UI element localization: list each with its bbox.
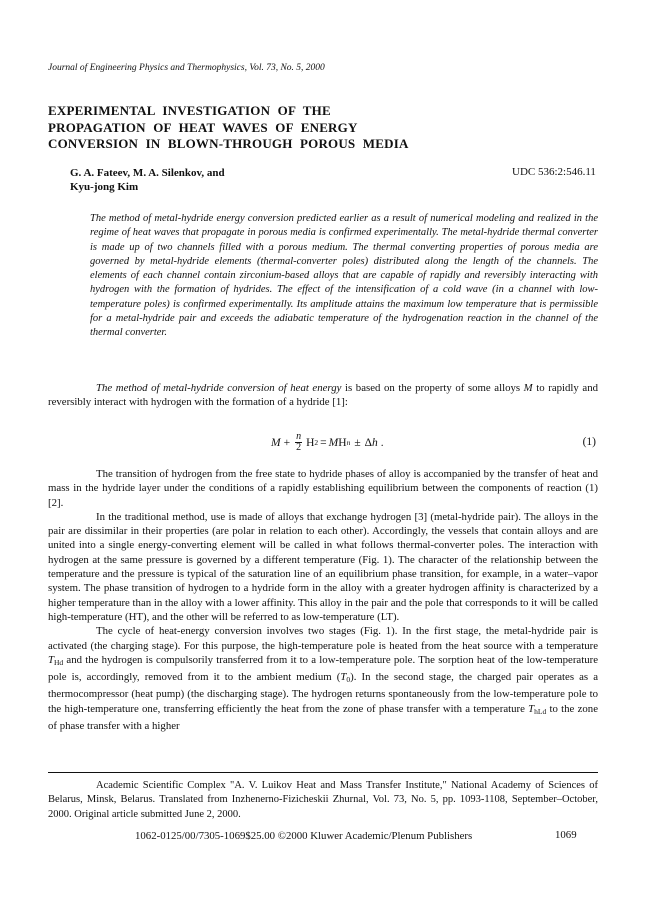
paragraph-text: ). In the second stage, the charged pair operates as a thermocompressor (heat pump) (the discharging stage). The hydrogen returns spontaneously from the low-temperature pole to the high-temperature one, transferring efficiently the heat from the zone of phase transfer with a temperature [48,671,598,715]
paragraph-text: to the zone of phase transfer with a higher [48,702,598,733]
intro-text: is based on the property of some alloys [341,382,524,394]
page-number: 1069 [555,829,577,841]
paragraph: In the traditional method, use is made of alloys that exchange hydrogen [3] (metal-hydride pair). The alloys in the pair are dissimilar in their properties (are polar in relation to each other). Accordingly, the vessels that contain alloys and are united into a single energy-converting element will be called in what follows thermal-converter poles. The interaction with hydrogen at the same pressure is governed by a different temperature (Fig. 1). The character of the relationship between the temperature and the pressure is typical of the saturation line of an equilibrium phase transition, for example, in a water–vapor system. The phase transition of hydrogen to a hydride form in the alloy with a greater hydrogen affinity is characterized by a higher temperature than in the alloy with a lower affinity. This alloy in the pair and the pole that corresponds to it will be called high-temperature (HT), and the other will be referred to as low-temperature (LT). [48,510,598,623]
subscript: hLd [534,706,547,716]
authors [70,166,225,194]
subscript: Hd [54,657,64,667]
paragraph-text: The cycle of heat-energy conversion involves two stages (Fig. 1). In the first stage, the metal-hydride pair is activated (the charging stage). For this purpose, the high-temperature pole is heated from the heat source with a temperature [48,625,598,652]
eq-punct: . [380,436,384,449]
eq-operator: = [320,436,327,449]
paragraph: The transition of hydrogen from the free state to hydride phases of alloy is accompanied by the transfer of heat and mass in the hydride layer under the conditions of a rapidly establishing equilibrium between the components of reaction (1) [2]. [48,468,598,509]
intro-paragraph [48,381,598,410]
intro-italic-lead: The method of metal-hydride conversion of heat energy [96,382,342,394]
authors-line: Kyu-jong Kim [70,181,139,193]
equation-number: (1) [582,436,596,448]
footnote-text: Academic Scientific Complex "A. V. Luikov Heat and Mass Transfer Institute," National Academy of Sciences of Belarus, Minsk, Belarus. Translated from Inzhenerno-Fizicheskii Zhurnal, Vol. 73, No. 5, pp. 1093-1108, September–October, 2000. Original article submitted June 2, 2000. [48,780,598,820]
article-title [48,103,468,153]
journal-header: Journal of Engineering Physics and Thermophysics, Vol. 73, No. 5, 2000 [48,63,325,73]
eq-fraction [295,432,302,453]
symbol-M: M [523,382,533,394]
eq-symbol: Δ [364,436,373,449]
copyright-line: 1062-0125/00/7305-1069$25.00 ©2000 Kluwer Academic/Plenum Publishers [135,830,473,842]
abstract: The method of metal-hydride energy conversion predicted earlier as a result of numerical modeling and realized in the regime of heat waves that propagate in porous media is confirmed experimentally. The metal-hydride thermal converter is made up of two channels filled with a porous medium. The thermal converting properties of porous media are governed by metal-hydride elements (thermal-converter poles) distributed along the length of the channels. The elements of each channel contain zirconium-based alloys that are capable of rapidly and reversibly interacting with hydrogen with the formation of hydrides. The effect of the intensification of a cold wave (in a channel with low-temperature poles) is confirmed experimentally. Its amplitude attains the maximum low temperature that is permissible for a metal-hydride pair and exceeds the adiabatic temperature of the hydrogenation reaction in the channel of the thermal converter. [90,213,598,339]
eq-fraction-denominator: 2 [296,442,302,453]
eq-subscript: n [346,438,351,447]
title-line: EXPERIMENTAL INVESTIGATION OF THE [48,103,331,118]
subscript: 0 [346,675,351,685]
title-line: CONVERSION IN BLOWN-THROUGH POROUS MEDIA [48,136,409,151]
footnote-divider [48,772,598,773]
symbol-T: T [340,671,347,684]
eq-symbol: H [338,436,347,449]
paragraph-text: and the hydrogen is compulsorily transferred from it to a low-temperature pole. The sorption heat of the low-temperature pole is, accordingly, removed from it to the ambient medium ( [48,653,598,684]
eq-symbol: M [328,436,339,449]
footnote [48,779,598,822]
eq-subscript: 2 [314,438,319,447]
eq-operator: + [283,436,291,449]
udc-code: UDC 536:2:546.11 [512,166,596,178]
eq-symbol: h [372,436,378,449]
authors-line: G. A. Fateev, M. A. Silenkov, and [70,167,225,179]
symbol-T: T [528,702,535,715]
eq-symbol: H [306,436,315,449]
paragraph [48,624,598,733]
title-line: PROPAGATION OF HEAT WAVES OF ENERGY [48,119,358,135]
intro-text: to rapidly and reversibly interact with hydrogen with the formation of a hydride [1]: [48,382,599,409]
eq-symbol: M [271,436,281,449]
equation-body [271,432,384,453]
body-text [48,467,598,733]
equation-1 [48,428,598,460]
eq-operator: ± [354,436,361,449]
eq-fraction-numerator: n [296,431,302,442]
symbol-T: T [48,653,55,666]
